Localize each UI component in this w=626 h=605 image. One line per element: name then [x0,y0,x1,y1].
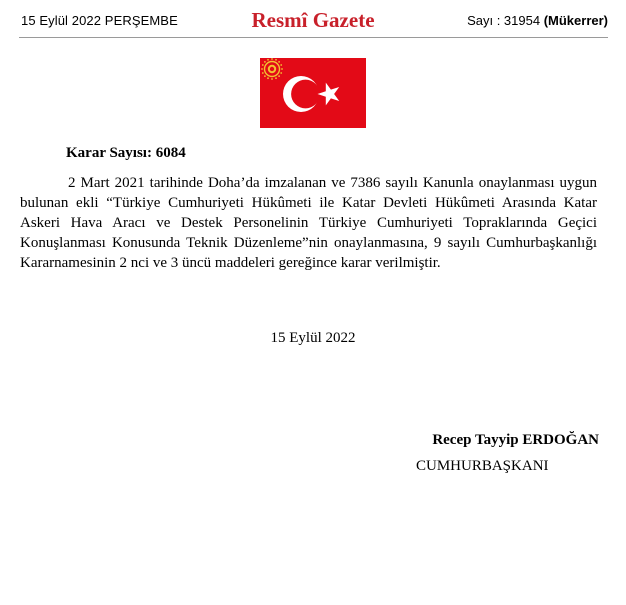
signer-name: Recep Tayyip ERDOĞAN [432,432,599,448]
body-line: bulunan ekli “Türkiye Cumhuriyeti Hükûmeti ile Katar Devleti Hükûmeti Arasında Katar [20,195,597,211]
issue-note: (Mükerrer) [543,13,608,28]
gazette-header [0,0,626,44]
issue-label: Sayı : 31954 [467,13,541,28]
gazette-title: Resmî Gazete [251,8,375,32]
issue-number [467,13,608,28]
decision-body [20,173,597,273]
decision-date: 15 Eylül 2022 [270,330,356,346]
body-line: Kararnamesinin 2 nci ve 3 üncü maddeleri gereğince karar verilmiştir. [20,255,441,271]
decision-number: Karar Sayısı: 6084 [66,145,186,161]
body-line: Konuşlanması Konusunda Teknik Düzenleme”nin onaylanmasına, 9 sayılı Cumhurbaşkanlığı [20,235,597,251]
presidential-seal-icon [261,58,283,80]
body-line: 2 Mart 2021 tarihinde Doha’da imzalanan ve 7386 sayılı Kanunla onaylanması uygun [68,175,597,191]
signer-title: CUMHURBAŞKANI [416,458,549,474]
header-date: 15 Eylül 2022 PERŞEMBE [21,13,178,28]
header-divider [19,37,608,38]
turkish-flag [260,58,366,128]
flag-crescent-inner [291,80,320,109]
body-line: Askeri Hava Aracı ve Destek Personelinin Türkiye Cumhuriyeti Topraklarında Geçici [20,215,597,231]
